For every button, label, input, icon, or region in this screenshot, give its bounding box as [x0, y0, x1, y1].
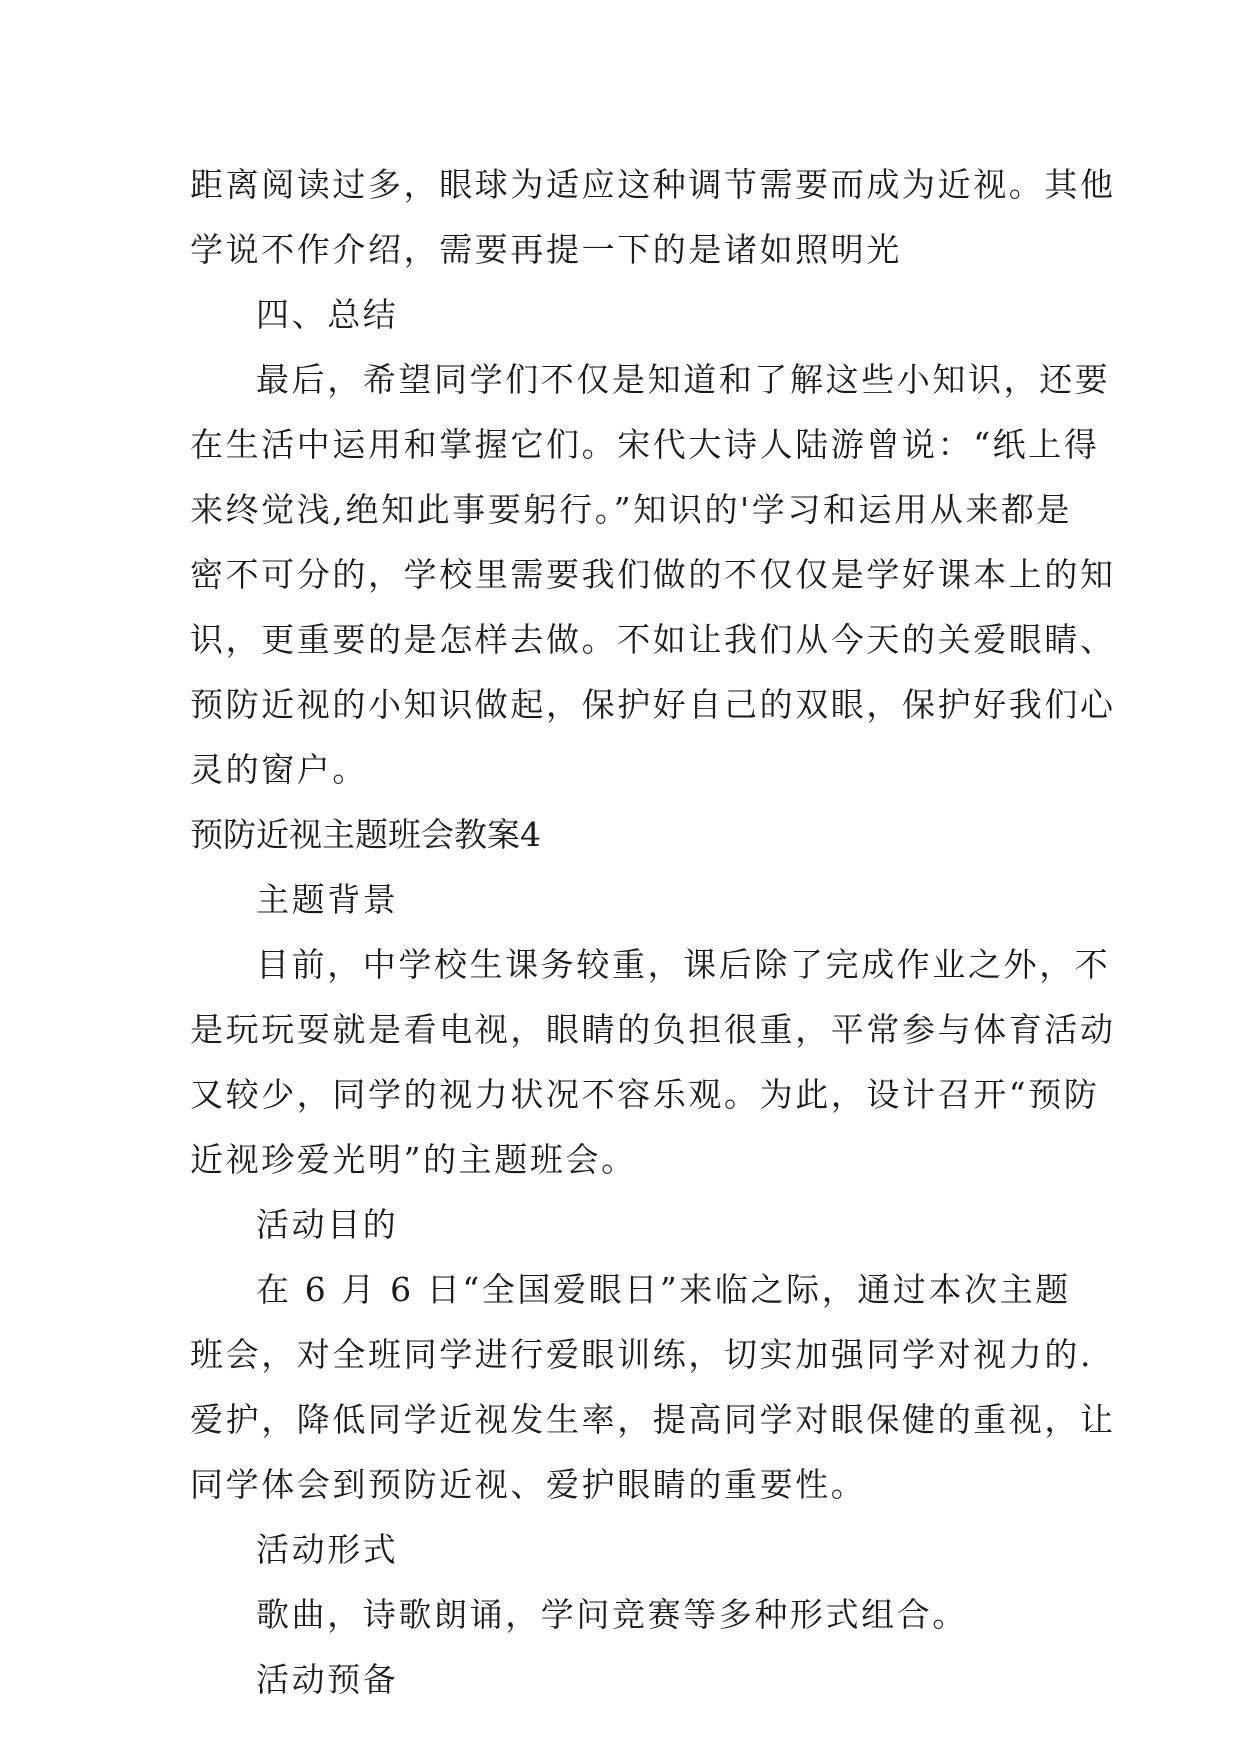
text-line: 是玩玩耍就是看电视，眼睛的负担很重，平常参与体育活动 [190, 1010, 1116, 1049]
text-line: 同学体会到预防近视、爱护眼睛的重要性。 [190, 1465, 867, 1504]
document-body [190, 152, 1116, 1712]
text-line: 预防近视的小知识做起，保护好自己的双眼，保护好我们心 [190, 685, 1116, 724]
text-line: 歌曲，诗歌朗诵，学问竞赛等多种形式组合。 [256, 1595, 968, 1634]
section-heading: 主题背景 [256, 880, 399, 919]
text-line: 来终觉浅,绝知此事要躬行。”知识的'学习和运用从来都是 [190, 490, 1073, 529]
text-line: 班会，对全班同学进行爱眼训练，切实加强同学对视力的. [190, 1335, 1094, 1374]
section-heading: 活动形式 [256, 1530, 399, 1569]
text-line: 又较少，同学的视力状况不容乐观。为此，设计召开“预防 [190, 1075, 1100, 1114]
section-heading: 活动预备 [256, 1660, 399, 1699]
document-title: 预防近视主题班会教案4 [190, 815, 541, 854]
text-line: 在 6 月 6 日“全国爱眼日”来临之际，通过本次主题 [256, 1270, 1071, 1309]
text-line: 目前，中学校生课务较重，课后除了完成作业之外，不 [256, 945, 1111, 984]
text-line: 近视珍爱光明”的主题班会。 [190, 1140, 637, 1179]
text-line: 学说不作介绍，需要再提一下的是诸如照明光 [190, 230, 902, 269]
text-line: 识，更重要的是怎样去做。不如让我们从今天的关爱眼睛、 [190, 620, 1116, 659]
text-line: 灵的窗户。 [190, 750, 368, 789]
text-line: 距离阅读过多，眼球为适应这种调节需要而成为近视。其他 [190, 165, 1116, 204]
section-heading: 四、总结 [256, 295, 399, 334]
text-line: 在生活中运用和掌握它们。宋代大诗人陆游曾说：“纸上得 [190, 425, 1100, 464]
text-line: 爱护，降低同学近视发生率，提高同学对眼保健的重视，让 [190, 1400, 1116, 1439]
text-line: 密不可分的，学校里需要我们做的不仅仅是学好课本上的知 [190, 555, 1116, 594]
section-heading: 活动目的 [256, 1205, 399, 1244]
text-line: 最后，希望同学们不仅是知道和了解这些小知识，还要 [256, 360, 1111, 399]
